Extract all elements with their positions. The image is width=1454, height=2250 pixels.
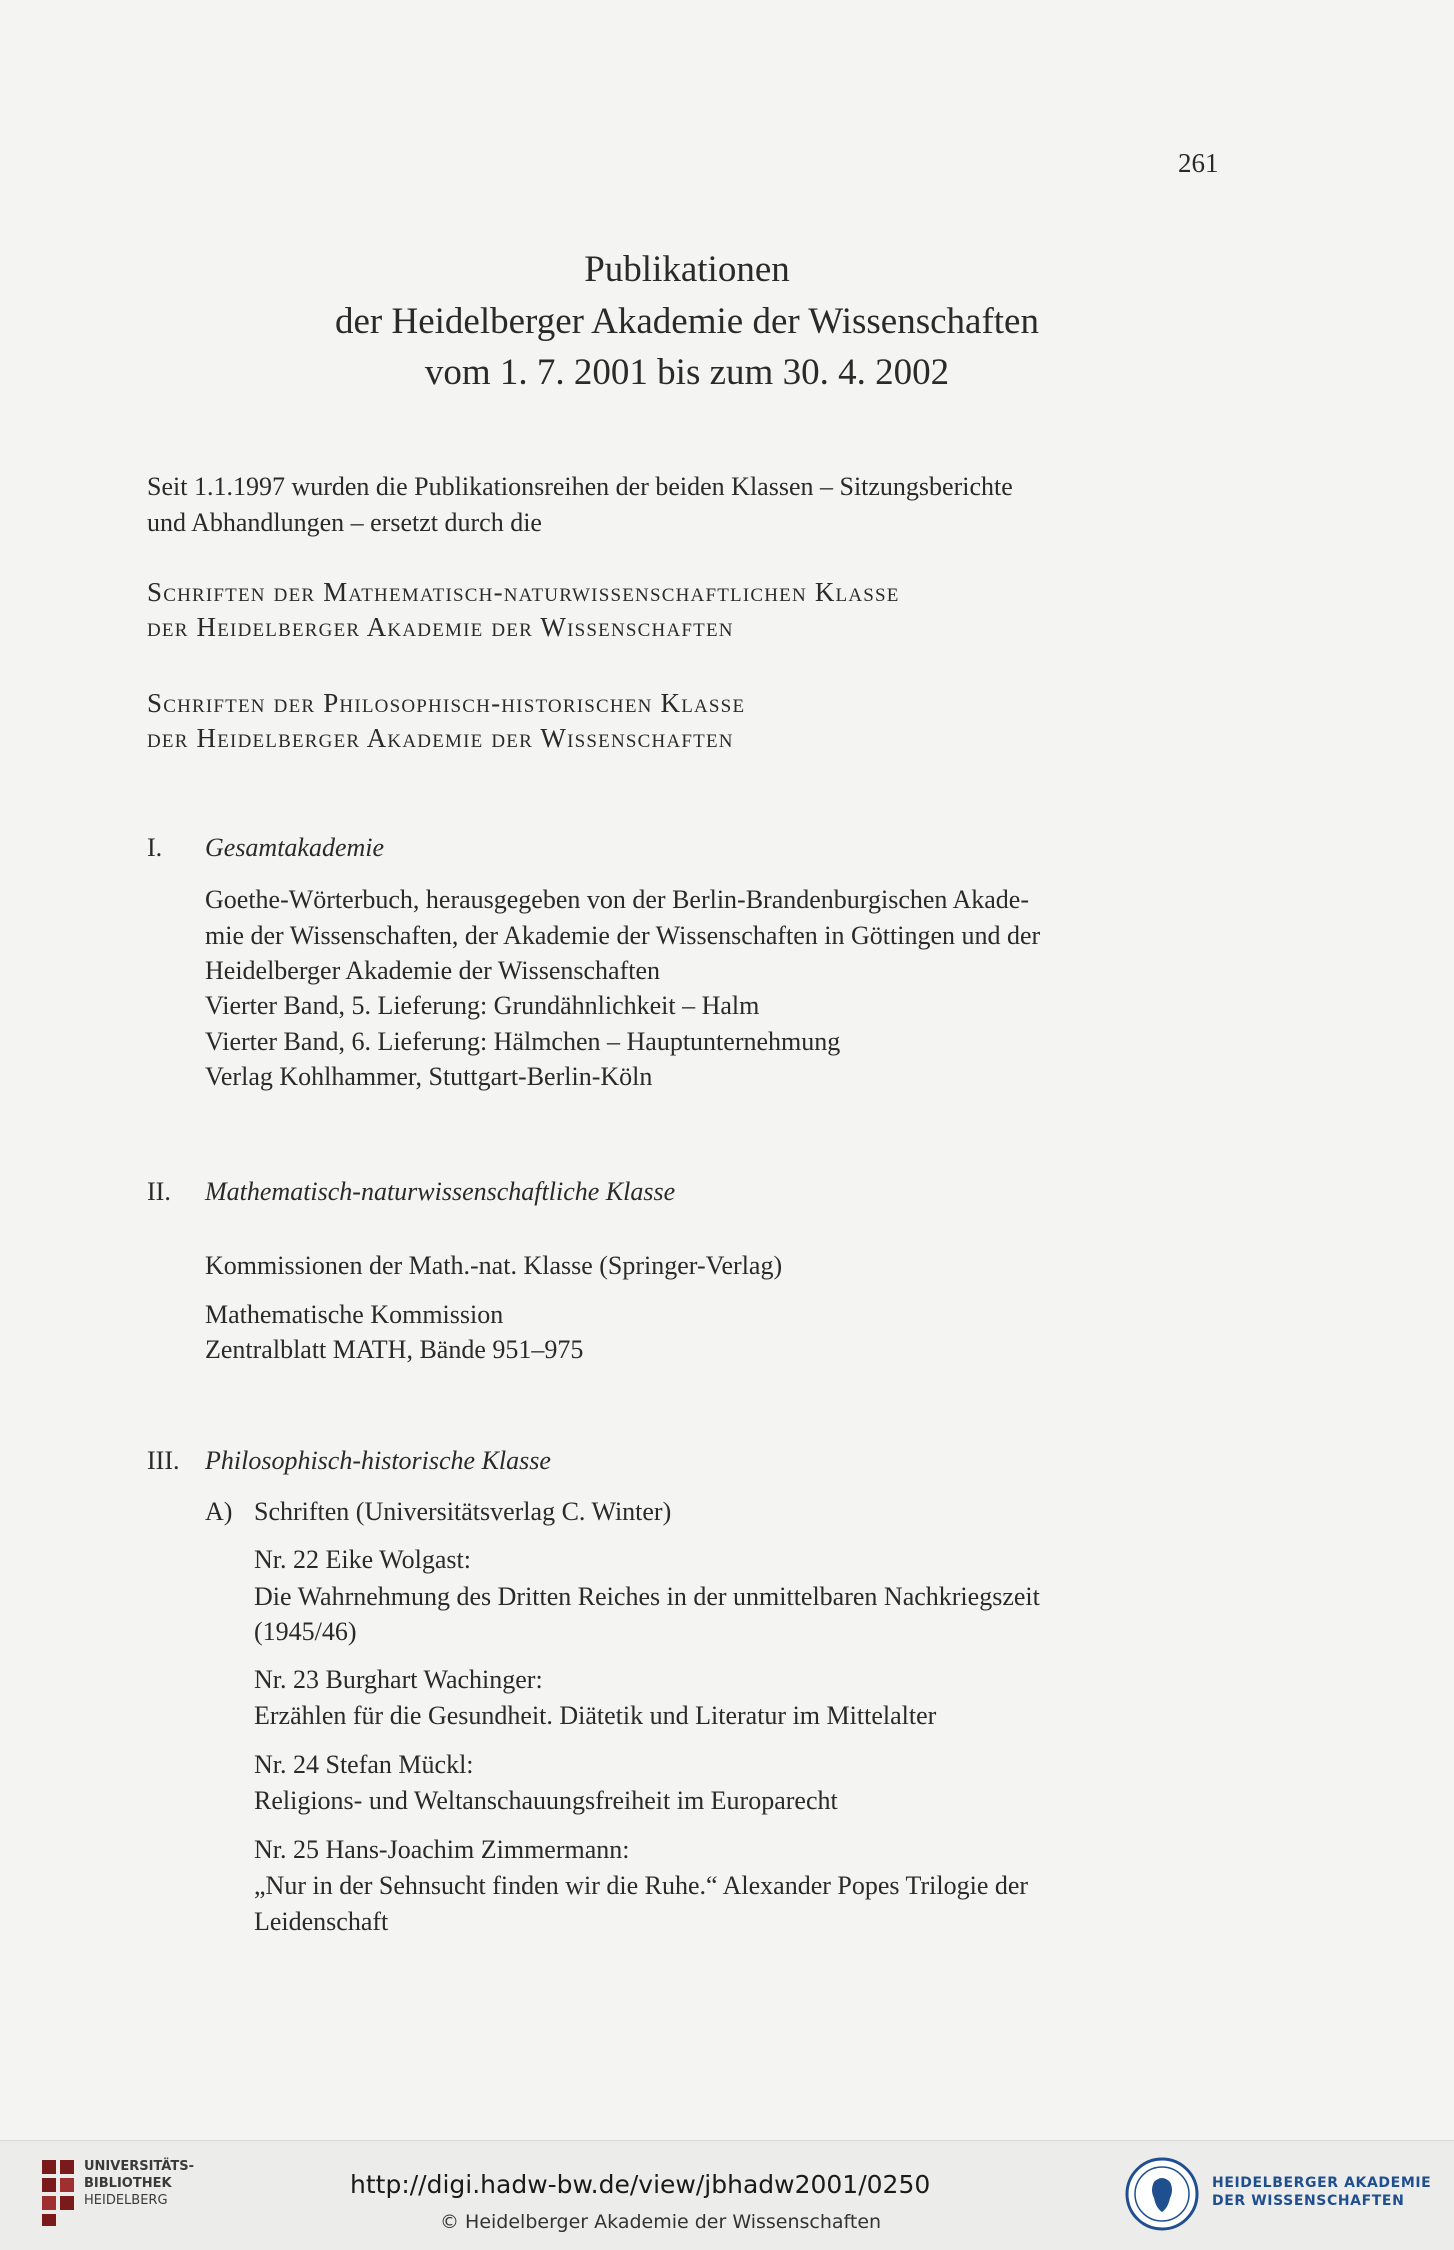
section-1-heading: Gesamtakademie	[205, 833, 385, 862]
entry-author: Nr. 22 Eike Wolgast:	[254, 1545, 471, 1574]
entry-title: Religions- und Weltanschauungsfreiheit im Europarecht	[254, 1786, 838, 1815]
title-line-2: der Heidelberger Akademie der Wissenschaften	[335, 301, 1039, 342]
entry-title: Erzählen für die Gesundheit. Diätetik und Literatur im Mittelalter	[254, 1701, 937, 1730]
series-phil-line-1: Schriften der Philosophisch-historischen Klasse	[147, 688, 746, 718]
library-line-1: UNIVERSITÄTS-	[84, 2159, 194, 2174]
section-1-numeral: I.	[147, 833, 163, 862]
section-1-line: Goethe-Wörterbuch, herausgegeben von der Berlin-Brandenburgischen Akade-	[205, 885, 1029, 914]
series-math-line-1: Schriften der Mathematisch-naturwissenschaftlichen Klasse	[147, 577, 900, 607]
section-1-line: Vierter Band, 6. Lieferung: Hälmchen – Hauptunternehmung	[205, 1027, 841, 1056]
series-phil-line-2: der Heidelberger Akademie der Wissenschaften	[147, 723, 734, 753]
entry-title: „Nur in der Sehnsucht finden wir die Ruhe.“ Alexander Popes Trilogie der	[254, 1871, 1029, 1900]
permalink-url[interactable]: http://digi.hadw-bw.de/view/jbhadw2001/0250	[350, 2170, 931, 2199]
page-number: 261	[1178, 148, 1219, 178]
entry-author: Nr. 25 Hans-Joachim Zimmermann:	[254, 1835, 630, 1864]
section-2-heading: Mathematisch-naturwissenschaftliche Klasse	[205, 1177, 676, 1206]
section-3-numeral: III.	[147, 1446, 180, 1475]
entry-title: (1945/46)	[254, 1617, 357, 1646]
university-library-logo-icon	[40, 2158, 76, 2228]
library-line-3: HEIDELBERG	[84, 2193, 168, 2208]
title-line-1: Publikationen	[584, 249, 790, 290]
intro-line-2: und Abhandlungen – ersetzt durch die	[147, 508, 542, 537]
section-2-numeral: II.	[147, 1177, 171, 1206]
copyright-notice: © Heidelberger Akademie der Wissenschaften	[440, 2211, 882, 2233]
university-library-name	[84, 2158, 194, 2209]
section-1-line: Heidelberger Akademie der Wissenschaften	[205, 956, 660, 985]
entry-title: Leidenschaft	[254, 1907, 389, 1936]
academy-line-1: HEIDELBERGER AKADEMIE	[1212, 2175, 1432, 2191]
entry-author: Nr. 24 Stefan Mückl:	[254, 1750, 474, 1779]
section-3-sub-label: A)	[205, 1497, 233, 1526]
title-line-3: vom 1. 7. 2001 bis zum 30. 4. 2002	[424, 352, 950, 393]
section-3-heading: Philosophisch-historische Klasse	[205, 1446, 551, 1475]
intro-line-1: Seit 1.1.1997 wurden die Publikationsreihen der beiden Klassen – Sitzungsberichte	[147, 472, 1013, 501]
section-2-zentralblatt: Zentralblatt MATH, Bände 951–975	[205, 1335, 584, 1364]
series-math-line-2: der Heidelberger Akademie der Wissenschaften	[147, 612, 734, 642]
section-2-math-commission: Mathematische Kommission	[205, 1300, 504, 1329]
academy-name	[1212, 2174, 1431, 2210]
section-3-sub-heading: Schriften (Universitätsverlag C. Winter)	[254, 1497, 672, 1526]
academy-seal-icon	[1124, 2156, 1200, 2232]
section-1-line: Verlag Kohlhammer, Stuttgart-Berlin-Köln	[205, 1062, 653, 1091]
entry-author: Nr. 23 Burghart Wachinger:	[254, 1665, 543, 1694]
academy-line-2: DER WISSENSCHAFTEN	[1212, 2193, 1405, 2209]
section-2-commission: Kommissionen der Math.-nat. Klasse (Springer-Verlag)	[205, 1251, 783, 1280]
section-1-line: Vierter Band, 5. Lieferung: Grundähnlichkeit – Halm	[205, 991, 760, 1020]
library-line-2: BIBLIOTHEK	[84, 2176, 172, 2191]
entry-title: Die Wahrnehmung des Dritten Reiches in der unmittelbaren Nachkriegszeit	[254, 1582, 1040, 1611]
section-1-line: mie der Wissenschaften, der Akademie der Wissenschaften in Göttingen und der	[205, 921, 1041, 950]
